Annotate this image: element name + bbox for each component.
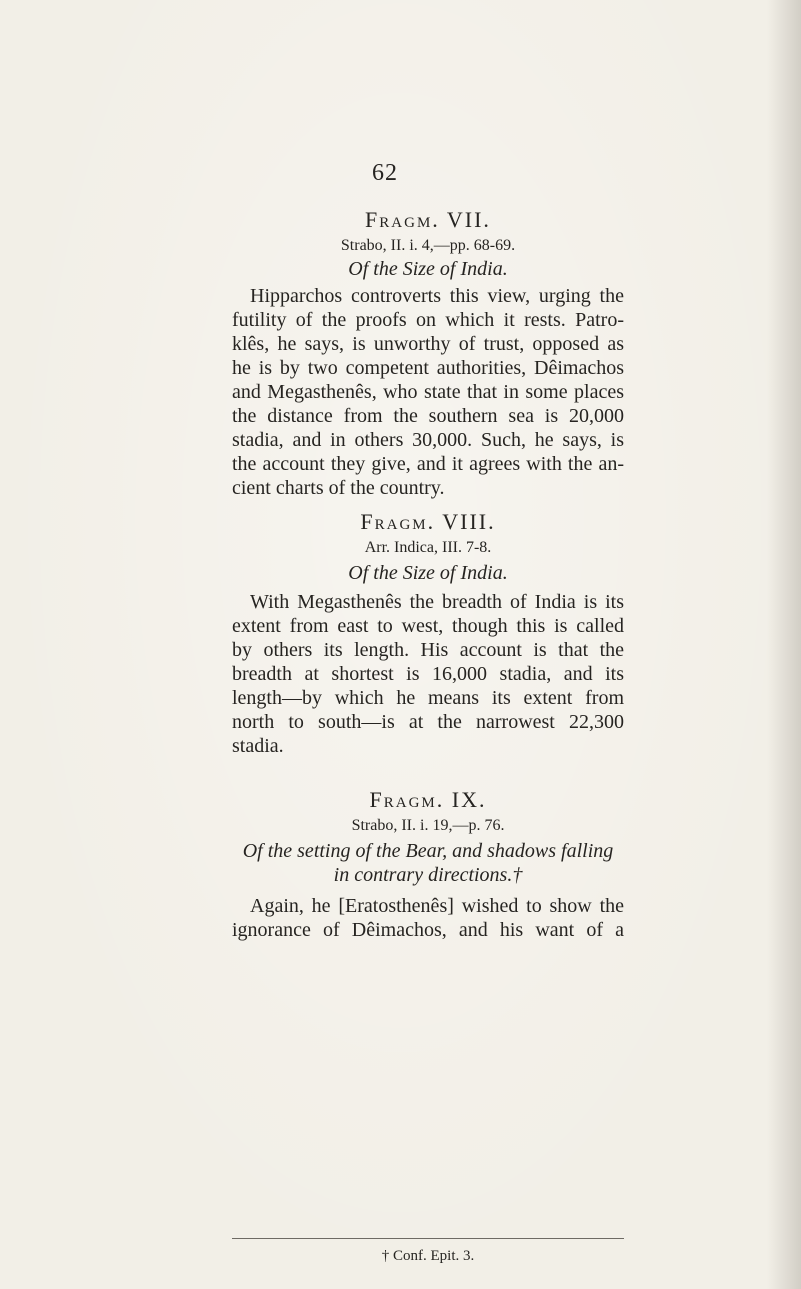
fragment-heading-ix: Fragm. IX. — [369, 787, 487, 812]
body-line: Again, he [Eratosthenês] wished to show the — [250, 895, 624, 917]
fragment-body-ix — [232, 894, 624, 942]
body-line: he is by two competent authorities, Dêimachos — [232, 357, 624, 379]
body-line: the distance from the southern sea is 20,000 — [232, 405, 624, 427]
body-line: extent from east to west, though this is called — [232, 615, 624, 637]
fragment-subtitle-ix-line-2: in contrary directions.† — [333, 864, 523, 886]
body-line: length—by which he means its extent from — [232, 687, 624, 709]
fragment-subtitle-ix-line-1: Of the setting of the Bear, and shadows falling — [242, 840, 614, 862]
fragment-heading-vii: Fragm. VII. — [365, 207, 491, 232]
footnote: † Conf. Epit. 3. — [381, 1248, 475, 1264]
body-line: cient charts of the country. — [232, 477, 445, 499]
body-line: stadia. — [232, 735, 284, 757]
body-line: ignorance of Dêimachos, and his want of a — [232, 919, 624, 941]
body-line: klês, he says, is unworthy of trust, opposed as — [232, 333, 624, 355]
body-line: Hipparchos controverts this view, urging the — [250, 285, 624, 307]
body-line: With Megasthenês the breadth of India is its — [250, 591, 624, 613]
body-line: stadia, and in others 30,000. Such, he says, is — [232, 429, 624, 451]
fragment-source-ix: Strabo, II. i. 19,—p. 76. — [351, 817, 505, 834]
footnote-rule — [232, 1238, 624, 1239]
body-line: and Megasthenês, who state that in some places — [232, 381, 624, 403]
body-line: by others its length. His account is that the — [232, 639, 624, 661]
body-line: breadth at shortest is 16,000 stadia, and its — [232, 663, 624, 685]
body-line: the account they give, and it agrees with the an- — [232, 453, 624, 475]
page-number: 62 — [372, 160, 398, 186]
fragment-body-viii — [232, 590, 624, 758]
body-line: north to south—is at the narrowest 22,300 — [232, 711, 624, 733]
fragment-heading-viii: Fragm. VIII. — [360, 509, 496, 534]
body-line: futility of the proofs on which it rests. Patro- — [232, 309, 624, 331]
fragment-body-vii — [232, 284, 624, 500]
fragment-source-vii: Strabo, II. i. 4,—pp. 68-69. — [340, 237, 516, 254]
fragment-subtitle-vii: Of the Size of India. — [348, 258, 508, 280]
page-edge-shadow — [767, 0, 801, 1289]
fragment-subtitle-viii: Of the Size of India. — [348, 562, 508, 584]
fragment-source-viii: Arr. Indica, III. 7-8. — [364, 539, 492, 556]
